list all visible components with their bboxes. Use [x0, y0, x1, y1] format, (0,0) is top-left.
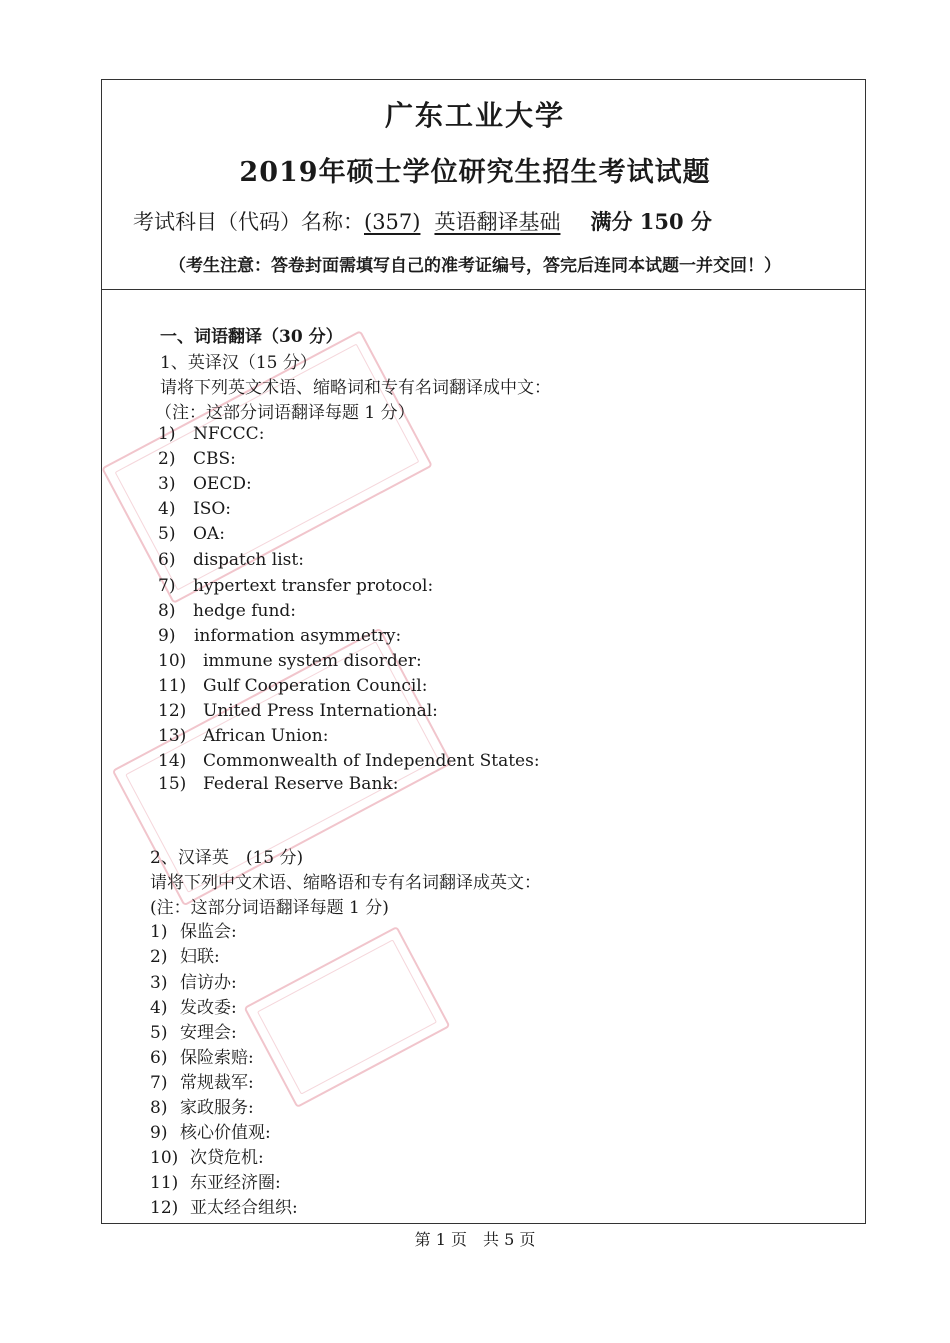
item-number: 5) — [158, 524, 176, 544]
item-number: 2) — [150, 947, 168, 967]
item-text: OA: — [193, 524, 225, 544]
item-number: 9) — [150, 1123, 168, 1143]
item-text: African Union: — [203, 726, 329, 746]
item-number: 8) — [150, 1098, 168, 1118]
list-item — [158, 524, 225, 544]
item-text: immune system disorder: — [203, 651, 422, 671]
item-number: 10) — [158, 651, 187, 671]
subject-name: 英语翻译基础 — [434, 210, 561, 234]
list-item — [158, 474, 252, 494]
list-item — [158, 701, 438, 721]
list-item — [150, 1118, 271, 1143]
part1-title: 1、英译汉（15 分） — [160, 353, 317, 373]
item-text: OECD: — [193, 474, 252, 494]
item-number: 1) — [150, 922, 168, 942]
list-item — [150, 1143, 264, 1168]
item-number: 15) — [158, 774, 187, 794]
item-number: 4) — [150, 998, 168, 1018]
item-text: ISO: — [193, 499, 232, 519]
item-number: 14) — [158, 751, 187, 771]
item-number: 4) — [158, 499, 176, 519]
item-text: 安理会: — [180, 1023, 237, 1043]
item-number: 3) — [150, 973, 168, 993]
item-number: 7) — [150, 1073, 168, 1093]
list-item — [158, 424, 264, 444]
list-item — [150, 917, 237, 942]
part2-note: (注：这部分词语翻译每题 1 分) — [150, 898, 389, 918]
item-text: 亚太经合组织: — [190, 1198, 298, 1218]
list-item — [158, 601, 296, 621]
item-number: 1) — [158, 424, 176, 444]
list-item — [158, 576, 433, 596]
part2-instruction: 请将下列中文术语、缩略语和专有名词翻译成英文： — [150, 873, 541, 893]
item-number: 12) — [158, 701, 187, 721]
item-text: 保监会: — [180, 922, 237, 942]
item-number: 3) — [158, 474, 176, 494]
item-number: 9) — [158, 626, 176, 646]
item-text: dispatch list: — [193, 550, 304, 570]
item-number: 6) — [150, 1048, 168, 1068]
item-number: 6) — [158, 550, 176, 570]
item-text: Gulf Cooperation Council: — [203, 676, 428, 696]
item-number: 8) — [158, 601, 176, 621]
list-item — [150, 1093, 254, 1118]
list-item — [150, 1168, 281, 1193]
candidate-notice: （考生注意：答卷封面需填写自己的准考证编号，答完后连同本试题一并交回！） — [169, 256, 781, 276]
section-title: 一、词语翻译（30 分） — [160, 327, 343, 347]
subject-label: 考试科目（代码）名称： — [133, 210, 364, 234]
item-text: 保险索赔: — [180, 1048, 254, 1068]
list-item — [158, 651, 422, 671]
header-divider — [101, 289, 866, 290]
list-item — [150, 968, 237, 993]
item-number: 10) — [150, 1148, 179, 1168]
item-text: 常规裁军: — [180, 1073, 254, 1093]
item-text: Commonwealth of Independent States: — [203, 751, 540, 771]
part2-title: 2、汉译英 (15 分) — [150, 848, 304, 868]
item-text: 次贷危机: — [190, 1148, 264, 1168]
school-name: 广东工业大学 — [384, 99, 565, 132]
item-number: 12) — [150, 1198, 179, 1218]
list-item — [150, 993, 237, 1018]
item-number: 2) — [158, 449, 176, 469]
item-text: hedge fund: — [193, 601, 297, 621]
subject-code: (357) — [364, 210, 421, 234]
list-item — [158, 751, 540, 771]
full-score: 满分 150 分 — [590, 209, 712, 234]
item-number: 5) — [150, 1023, 168, 1043]
item-number: 7) — [158, 576, 176, 596]
subject-line — [133, 206, 712, 236]
item-text: 核心价值观: — [180, 1123, 271, 1143]
list-item — [158, 550, 304, 570]
item-text: hypertext transfer protocol: — [193, 576, 434, 596]
item-number: 13) — [158, 726, 187, 746]
item-text: 信访办: — [180, 973, 237, 993]
item-text: 妇联: — [180, 947, 220, 967]
item-text: Federal Reserve Bank: — [203, 774, 399, 794]
item-number: 11) — [158, 676, 187, 696]
list-item — [150, 1018, 237, 1043]
list-item — [150, 1193, 298, 1218]
item-number: 11) — [150, 1173, 179, 1193]
page-number: 第 1 页 共 5 页 — [414, 1230, 536, 1249]
item-text: NFCCC: — [193, 424, 265, 444]
item-text: 东亚经济圈: — [190, 1173, 281, 1193]
list-item — [158, 726, 328, 746]
exam-title: 2019年硕士学位研究生招生考试试题 — [239, 157, 711, 188]
list-item — [158, 499, 231, 519]
item-text: United Press International: — [203, 701, 438, 721]
part1-note: （注：这部分词语翻译每题 1 分） — [155, 403, 415, 423]
part1-instruction: 请将下列英文术语、缩略词和专有名词翻译成中文： — [160, 378, 551, 398]
list-item — [158, 774, 398, 794]
item-text: 家政服务: — [180, 1098, 254, 1118]
list-item — [150, 942, 220, 967]
list-item — [158, 449, 236, 469]
list-item — [150, 1043, 254, 1068]
item-text: information asymmetry: — [194, 626, 402, 646]
list-item — [150, 1068, 254, 1093]
list-item — [158, 626, 401, 646]
list-item — [158, 676, 427, 696]
item-text: CBS: — [193, 449, 236, 469]
item-text: 发改委: — [180, 998, 237, 1018]
